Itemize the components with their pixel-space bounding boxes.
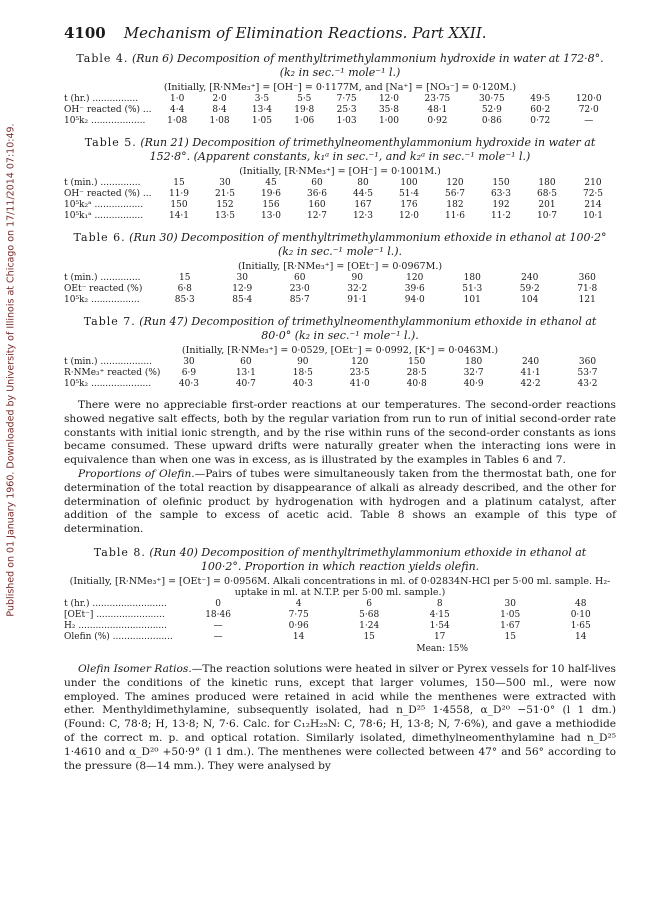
table-row (64, 379, 616, 390)
table-cell: 13·1 (235, 368, 256, 378)
table-row (64, 599, 616, 610)
table-cell: 35·8 (378, 105, 399, 115)
table-number: Table 6. (73, 231, 126, 244)
table-caption (72, 231, 608, 259)
table-row (64, 211, 616, 222)
table-cell: 13·5 (214, 211, 236, 221)
table-cell: 39·6 (404, 284, 425, 294)
data-table (64, 52, 616, 127)
table-cell: 121 (578, 295, 596, 305)
table-cell: 85·3 (174, 295, 195, 305)
table-grid (64, 599, 616, 643)
table-cell: 52·9 (481, 105, 502, 115)
table-cell: 48 (575, 598, 587, 609)
table-cell: 150 (492, 178, 510, 188)
table-cell: 90 (297, 357, 309, 367)
table-cell: 104 (521, 295, 539, 305)
table-cell: 14 (575, 631, 587, 642)
table-cell: 360 (578, 357, 597, 367)
table-cell: 5·5 (297, 94, 312, 104)
row-label: 10⁵k₂ ..................... (64, 379, 152, 389)
table-title: (Run 30) Decomposition of menthyltrimethylammonium ethoxide in ethanol at 100·2° (k₂ in sec.⁻¹ mole⁻¹ l.). (129, 231, 607, 258)
table-cell: 17 (433, 631, 446, 642)
paragraph-olefin-proportions (64, 468, 616, 537)
table-title: (Run 40) Decomposition of menthyltrimethylammonium ethoxide in ethanol at 100·2°. Proportion in which reaction yields olefin. (149, 545, 587, 573)
table-cell: 176 (400, 200, 418, 210)
table-cell: — (213, 631, 223, 642)
paragraph-salt-effects: There were no appreciable first-order reactions at our temperatures. The second-order reactions showed negative salt effects, both by the regular variation from run to run of initial second-order rate constants with initial ionic strength, and by the rise within runs of the second-order constants as ions became consumed. These upward drifts were naturally greater when the interacting ions were in equivalence than when one was in excess, as is illustrated by the examples in Tables 6 and 7. (64, 399, 616, 467)
table-cell: 14 (292, 631, 305, 642)
table-number: Table 8. (93, 545, 146, 559)
table-cell: 90 (351, 273, 363, 283)
table-cell: 4·15 (429, 609, 450, 620)
data-table (64, 546, 616, 654)
paragraph-isomer-ratios (64, 663, 616, 773)
table-cell: 43·2 (577, 379, 598, 389)
table-cell: 12·7 (306, 211, 328, 221)
table-cell: 6·9 (181, 368, 197, 378)
table-cell: 1·0 (170, 94, 185, 104)
table-number: Table 7. (83, 315, 136, 328)
table-cell: 10·1 (582, 211, 604, 221)
table-cell: 12·0 (378, 94, 399, 104)
table-cell: 36·6 (306, 189, 328, 199)
table-cell: 42·2 (520, 379, 541, 389)
table-cell: 1·65 (570, 620, 591, 631)
paragraph-isomer-body: —The reaction solutions were heated in silver or Pyrex vessels for 10 half-lives under the conditions of the kinetic runs, except that larger volumes, 150—500 ml., were now employed. The amines produced were retained in acid while the menthenes were extracted with ether. Menthyldimethylamine, subsequently isolated, had n_D²⁵ 1·4558, α_D²⁰ −51·0° (l 1 dm.) (Found: C, 78·8; H, 13·8; N, 7·6. Calc. for C₁₂H₂₅N: C, 78·6; H, 13·8; N, 7·6%), and gave a methiodide of the correct m. p. and optical rotation. Similarly isolated, dimethylneomenthylamine had n_D²⁵ 1·4610 and α_D²⁰ +50·9° (l 1 dm.). The menthenes were collected between 47° and 56° according to the pressure (8—14 mm.). They were analysed by (64, 662, 616, 772)
table-cell: 41·1 (520, 368, 541, 378)
section-heading-isomer: Olefin Isomer Ratios. (78, 662, 192, 675)
table-cell: 94·0 (404, 295, 425, 305)
data-table (64, 231, 616, 306)
row-label: [OEt⁻] ........................ (64, 609, 165, 620)
row-label: OH⁻ reacted (%) ... (64, 105, 152, 115)
paragraph-olefin-body: —Pairs of tubes were simultaneously taken from the thermostat bath, one for determination of the total reaction by disappearance of alkali as already described, and the other for determination of olefinic product by hydrogenation with hydrogen and a platinum catalyst, after addition of the sample to excess of acetic acid. Table 8 shows an example of this type of determination. (64, 467, 616, 536)
table-cell: 72·5 (582, 189, 604, 199)
table-cell: — (584, 116, 594, 126)
table-cell: 32·2 (347, 284, 368, 294)
section-heading-olefin: Proportions of Olefin. (78, 467, 195, 480)
table-cell: 120·0 (575, 94, 602, 104)
table-cell: 30·75 (478, 94, 505, 104)
body-text-a (64, 399, 616, 537)
table-row (64, 200, 616, 211)
table-cell: 80 (357, 178, 369, 188)
table-cell: 5·68 (359, 609, 380, 620)
table-cell: 1·67 (500, 620, 521, 631)
table-cell: 40·3 (178, 379, 199, 389)
table-cell: 6 (366, 598, 373, 609)
table-cell: 0·72 (530, 116, 551, 126)
table-row (64, 178, 616, 189)
table-cell: 0·92 (427, 116, 448, 126)
table-cell: 167 (354, 200, 372, 210)
table-cell: 180 (463, 273, 481, 283)
table-cell: 45 (265, 178, 277, 188)
row-label: OEt⁻ reacted (%) (64, 284, 143, 294)
row-label: t (min.) .............. (64, 273, 141, 283)
table-cell: 0·96 (288, 620, 309, 631)
table-cell: 15 (504, 631, 516, 642)
row-label: 10⁵k₁ᵃ ................. (64, 211, 144, 221)
table-row (64, 295, 616, 306)
table-cell: 7·75 (336, 94, 357, 104)
table-cell: 1·06 (294, 116, 315, 126)
table-cell: 25·3 (336, 105, 357, 115)
table-title: (Run 47) Decomposition of trimethylneomenthylammonium ethoxide in ethanol at 80·0° (k₂ in sec.⁻¹ mole⁻¹ l.). (139, 315, 597, 342)
table-cell: 56·7 (444, 189, 466, 199)
table-cell: 1·08 (209, 116, 230, 126)
table-cell: 40·7 (235, 379, 256, 389)
table-cell: 4·4 (170, 105, 185, 115)
row-label: R·NMe₃⁺ reacted (%) (64, 368, 161, 378)
row-label: t (min.) .............. (64, 178, 141, 188)
table-cell: 3·5 (254, 94, 270, 104)
table-number: Table 4. (76, 52, 129, 65)
page-number: 4100 (64, 24, 106, 42)
table-cell: 21·5 (214, 189, 236, 199)
table-cell: 23·75 (424, 94, 451, 104)
table-cell: 18·46 (205, 609, 231, 620)
table-cell: 44·5 (352, 189, 374, 199)
table-cell: 11·9 (168, 189, 190, 199)
download-watermark (2, 80, 20, 660)
table-title: (Run 6) Decomposition of menthyltrimethylammonium hydroxide in water at 172·8°. (k₂ in sec.⁻¹ mole⁻¹ l.) (131, 52, 604, 79)
table-cell: 1·08 (167, 116, 188, 126)
table-cell: 0·86 (481, 116, 502, 126)
table-cell: 156 (262, 200, 280, 210)
table-initial-conditions: (Initially, [R·NMe₃⁺] = [OH⁻] = 0·1001M.) (239, 166, 441, 177)
table-8-container (64, 546, 616, 654)
table-cell: 240 (521, 357, 540, 367)
table-cell: 1·05 (251, 116, 272, 126)
table-cell: 12·0 (398, 211, 420, 221)
table-cell: 360 (578, 273, 596, 283)
table-mean: Mean: 15% (416, 643, 468, 654)
table-cell: 18·5 (292, 368, 313, 378)
table-cell: 13·4 (251, 105, 272, 115)
table-row (64, 105, 616, 116)
table-cell: 48·1 (427, 105, 448, 115)
table-cell: 15 (179, 273, 191, 283)
table-grid (64, 94, 616, 127)
data-table (64, 136, 616, 222)
table-cell: 40·8 (406, 379, 427, 389)
table-cell: 7·75 (288, 609, 309, 620)
table-cell: 2·0 (212, 94, 227, 104)
table-caption (72, 136, 608, 164)
table-cell: 51·4 (398, 189, 420, 199)
table-cell: 72·0 (578, 105, 599, 115)
table-cell: 32·7 (463, 368, 484, 378)
table-cell: 180 (465, 357, 483, 367)
table-cell: 0·10 (570, 609, 591, 620)
row-label: OH⁻ reacted (%) ... (64, 189, 152, 199)
table-initial-conditions: (Initially, [R·NMe₃⁺] = [OEt⁻] = 0·0967M.) (237, 261, 443, 272)
table-cell: 30 (236, 273, 248, 283)
row-label: t (min.) .................. (64, 357, 152, 367)
table-grid (64, 273, 616, 306)
data-table (64, 315, 616, 390)
row-label: Olefin (%) ..................... (64, 631, 173, 642)
table-cell: 30 (219, 178, 231, 188)
table-cell: 12·9 (232, 284, 253, 294)
table-cell: 51·3 (462, 284, 483, 294)
table-cell: 8 (436, 598, 443, 609)
table-cell: 19·8 (294, 105, 315, 115)
table-cell: 41·0 (349, 379, 370, 389)
table-cell: 1·54 (429, 620, 450, 631)
table-row (64, 189, 616, 200)
table-cell: 11·2 (490, 211, 512, 221)
table-cell: 23·0 (289, 284, 310, 294)
table-row (64, 610, 616, 621)
tables-container (64, 52, 616, 390)
table-cell: 23·5 (349, 368, 370, 378)
table-cell: 101 (463, 295, 481, 305)
table-cell: 6·8 (177, 284, 192, 294)
table-row (64, 273, 616, 284)
table-cell: 19·6 (260, 189, 282, 199)
table-cell: 152 (216, 200, 234, 210)
table-cell: 120 (446, 178, 464, 188)
table-title: (Run 21) Decomposition of trimethylneomenthylammonium hydroxide in water at 152·8°. (Apparent constants, k₁ᵃ in sec.⁻¹, and k₂ᵃ in sec.⁻¹ mole⁻¹ l.) (140, 136, 596, 163)
table-cell: 28·5 (406, 368, 427, 378)
table-cell: 210 (584, 178, 602, 188)
download-watermark-text: Published on 01 January 1960. Downloaded by University of Illinois at Chicago on 17/11/2014 07:10:49. (5, 123, 17, 617)
table-row (64, 368, 616, 379)
table-cell: 11·6 (444, 211, 466, 221)
table-row (64, 621, 616, 632)
table-row (64, 94, 616, 105)
table-cell: 120 (406, 273, 424, 283)
table-grid (64, 357, 616, 390)
table-cell: 15 (363, 631, 375, 642)
table-cell: 71·8 (577, 284, 598, 294)
table-cell: 60·2 (530, 105, 551, 115)
running-title: Mechanism of Elimination Reactions. Part XXII. (123, 24, 487, 42)
table-caption (72, 52, 608, 80)
table-grid (64, 178, 616, 222)
table-cell: 120 (351, 357, 369, 367)
table-cell: 91·1 (347, 295, 368, 305)
table-cell: 1·03 (336, 116, 357, 126)
row-label: 10⁵k₂ᵃ ................. (64, 200, 144, 210)
table-initial-conditions: (Initially, [R·NMe₃⁺] = [OEt⁻] = 0·0956M. Alkali concentrations in ml. of 0·02834N-HCl per 5·00 ml. sample. H₂-uptake in ml. at N.T.P. per 5·00 ml. sample.) (69, 575, 611, 598)
table-cell: 60 (294, 273, 306, 283)
table-cell: 240 (521, 273, 539, 283)
table-cell: 10·7 (536, 211, 558, 221)
table-cell: 201 (538, 200, 556, 210)
row-label: 10⁵k₂ ................. (64, 295, 140, 305)
table-cell: 180 (538, 178, 556, 188)
table-cell: 63·3 (490, 189, 512, 199)
table-cell: 49·5 (530, 94, 551, 104)
table-cell: 68·5 (536, 189, 558, 199)
table-cell: 40·9 (463, 379, 484, 389)
table-cell: 160 (308, 200, 326, 210)
table-number: Table 5. (84, 136, 137, 149)
table-cell: 150 (408, 357, 426, 367)
row-label: t (hr.) .......................... (64, 598, 167, 609)
table-cell: 182 (446, 200, 464, 210)
page-header (64, 24, 616, 42)
table-cell: 85·4 (232, 295, 253, 305)
row-label: H₂ ............................... (64, 620, 168, 631)
table-cell: 100 (400, 178, 418, 188)
table-initial-conditions: (Initially, [R·NMe₃⁺] = 0·0529, [OEt⁻] = 0·0992, [K⁺] = 0·0463M.) (181, 345, 499, 356)
row-label: 10⁵k₂ ................... (64, 116, 146, 126)
table-cell: 53·7 (577, 368, 598, 378)
table-cell: 59·2 (519, 284, 540, 294)
table-cell: 1·00 (378, 116, 399, 126)
page (64, 24, 616, 773)
table-cell: 192 (492, 200, 510, 210)
table-cell: — (213, 620, 223, 631)
table-cell: 40·3 (292, 379, 313, 389)
table-cell: 15 (173, 178, 185, 188)
table-row (64, 632, 616, 643)
table-cell: 14·1 (168, 211, 190, 221)
table-cell: 85·7 (289, 295, 310, 305)
table-cell: 8·4 (212, 105, 227, 115)
table-cell: 13·0 (260, 211, 282, 221)
table-row (64, 284, 616, 295)
table-cell: 150 (170, 200, 188, 210)
table-cell: 1·05 (500, 609, 521, 620)
table-cell: 214 (584, 200, 602, 210)
table-initial-conditions: (Initially, [R·NMe₃⁺] = [OH⁻] = 0·1177M, and [Na⁺] = [NO₃⁻] = 0·120M.) (163, 82, 517, 93)
table-cell: 12·3 (352, 211, 374, 221)
table-cell: 4 (295, 598, 302, 609)
table-caption (72, 315, 608, 343)
table-cell: 1·24 (359, 620, 380, 631)
table-cell: 0 (215, 598, 221, 609)
table-cell: 60 (311, 178, 323, 188)
table-cell: 30 (504, 598, 516, 609)
table-cell: 60 (240, 357, 252, 367)
table-cell: 30 (183, 357, 195, 367)
row-label: t (hr.) ................ (64, 94, 139, 104)
table-row (64, 116, 616, 127)
table-caption (72, 546, 608, 574)
table-row (64, 357, 616, 368)
